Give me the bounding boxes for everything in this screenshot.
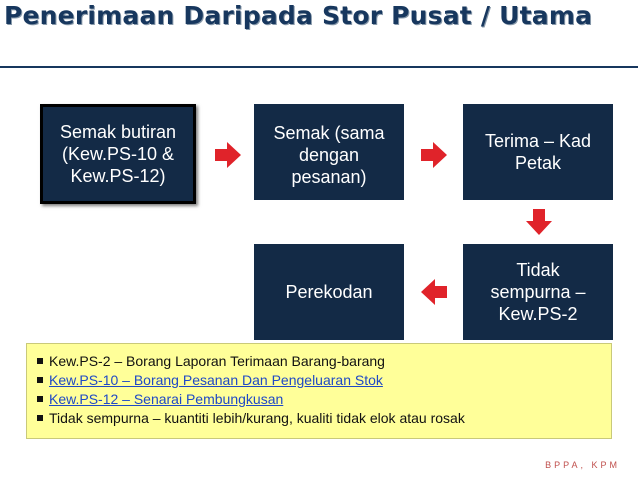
note-item-link[interactable]: Kew.PS-10 – Borang Pesanan Dan Pengeluaran Stok [35,371,603,390]
note-item: Tidak sempurna – kuantiti lebih/kurang, kualiti tidak elok atau rosak [35,409,603,428]
step-tidak-sempurna [463,244,613,340]
step-semak-sama [254,104,404,200]
arrow-right-icon [215,142,241,168]
step-tidak-sempurna-label: Tidak sempurna – Kew.PS-2 [490,260,586,324]
footer-credit: BPPA, KPM [545,460,620,470]
step-perekodan-label: Perekodan [285,282,373,302]
notes-list [35,352,603,428]
step-semak-sama-label: Semak (sama dengan pesanan) [273,123,385,187]
arrow-left-icon [421,279,447,305]
note-item: Kew.PS-2 – Borang Laporan Terimaan Barang-barang [35,352,603,371]
slide-title: Penerimaan Daripada Stor Pusat / Utama [4,1,593,30]
note-item-link[interactable]: Kew.PS-12 – Senarai Pembungkusan [35,390,603,409]
step-perekodan [254,244,404,340]
step-semak-butiran-label: Semak butiran (Kew.PS-10 & Kew.PS-12) [59,122,177,186]
step-semak-butiran [40,104,196,204]
step-terima [463,104,613,200]
title-divider [0,66,638,68]
notes-box [26,343,612,439]
arrow-right-icon [421,142,447,168]
step-terima-label: Terima – Kad Petak [484,131,592,173]
arrow-down-icon [526,209,552,235]
